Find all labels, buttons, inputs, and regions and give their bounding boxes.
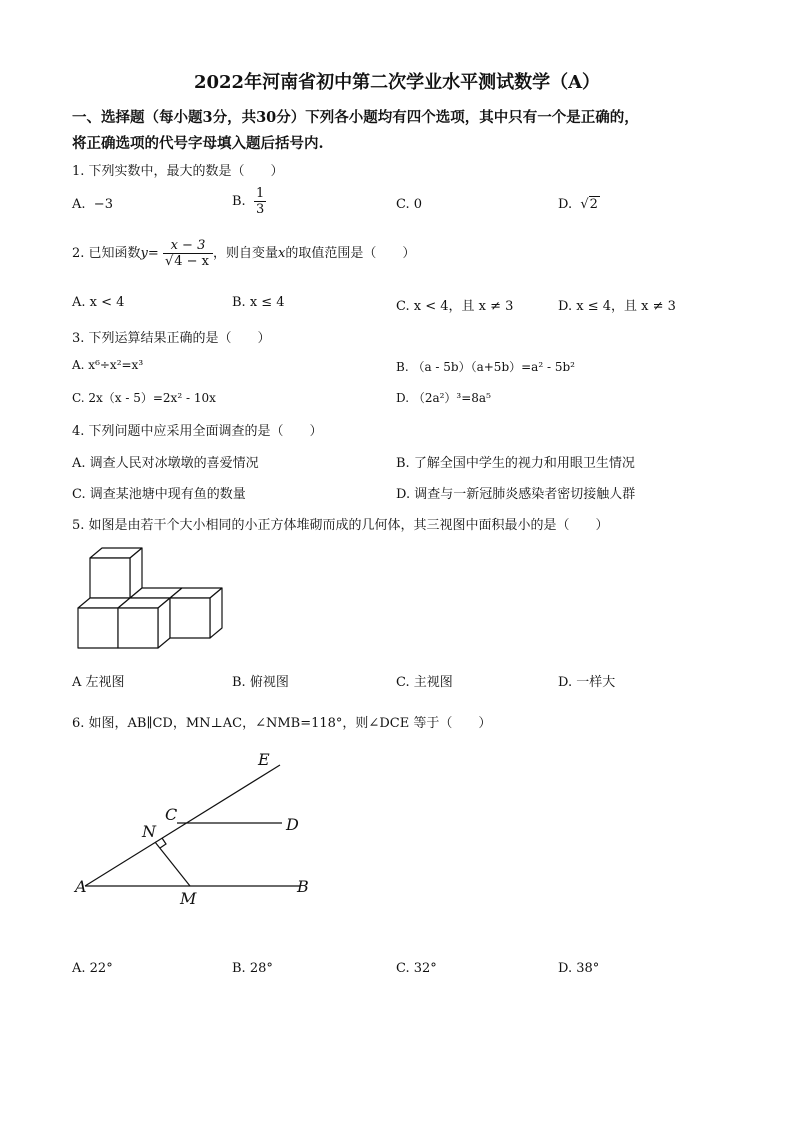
q2-option-b: B. x ≤ 4 [232, 295, 285, 310]
q1-option-c: C. 0 [396, 197, 423, 212]
q4-option-d: D. 调查与一新冠肺炎感染者密切接触人群 [396, 487, 636, 502]
page-title: 2022年河南省初中第二次学业水平测试数学（A） [193, 72, 601, 93]
label-n: N [142, 822, 156, 841]
q6-option-d: D. 38° [558, 961, 600, 976]
q3-option-b: B. （a - 5b）（a+5b）=a² - 5b² [396, 360, 575, 374]
label-b: B [297, 877, 309, 896]
question-6-stem: 6. 如图，AB∥CD，MN⊥AC，∠NMB=118°，则∠DCE 等于（ ） [72, 716, 492, 731]
q1-option-b: B. $\frac{1}{3}$ [232, 186, 265, 217]
q6-option-b: B. 28° [232, 961, 273, 976]
q3-option-a: A. x⁶÷x²=x³ [72, 358, 144, 372]
label-a: A [75, 877, 87, 896]
q6-option-a: A. 22° [72, 961, 113, 976]
question-3-stem: 3. 下列运算结果正确的是（ ） [72, 331, 271, 346]
q3-option-d: D. （2a²）³=8a⁵ [396, 391, 491, 405]
label-c: C [165, 805, 178, 824]
line-nm [155, 842, 190, 886]
q3-option-c: C. 2x（x - 5）=2x² - 10x [72, 391, 216, 405]
label-e: E [258, 750, 270, 769]
question-1-stem: 1. 下列实数中，最大的数是（ ） [72, 164, 284, 179]
q5-option-a: A 左视图 [72, 675, 125, 690]
section-instructions-line1: 一、选择题（每小题3分，共30分）下列各小题均有四个选项，其中只有一个是正确的， [72, 109, 639, 126]
label-d: D [286, 815, 299, 834]
q4-option-b: B. 了解全国中学生的视力和用眼卫生情况 [396, 456, 635, 471]
q2-option-c: C. x < 4，且 x ≠ 3 [396, 299, 514, 314]
q4-option-c: C. 调查某池塘中现有鱼的数量 [72, 487, 246, 502]
question-5-stem: 5. 如图是由若干个大小相同的小正方体堆砌而成的几何体，其三视图中面积最小的是（ ） [72, 518, 609, 533]
cube-stack-figure [70, 540, 230, 655]
sqrt-icon: √ [580, 197, 589, 212]
geometry-figure [70, 745, 330, 915]
q5-option-b: B. 俯视图 [232, 675, 289, 690]
q1-option-a: A. −3 [72, 197, 113, 212]
label-m: M [180, 889, 197, 908]
question-4-stem: 4. 下列问题中应采用全面调查的是（ ） [72, 424, 323, 439]
q5-option-c: C. 主视图 [396, 675, 453, 690]
q6-option-c: C. 32° [396, 961, 437, 976]
question-2-stem: 2. 已知函数y= $\frac{x - 3}{√4 - x}$ ，则自变量x的取值范围是（ ） [72, 238, 416, 269]
q4-option-a: A. 调查人民对冰墩墩的喜爱情况 [72, 456, 259, 471]
q2-option-d: D. x ≤ 4，且 x ≠ 3 [558, 299, 676, 314]
section-instructions-line2: 将正确选项的代号字母填入题后括号内. [72, 135, 324, 152]
q2-option-a: A. x < 4 [72, 295, 125, 310]
q5-option-d: D. 一样大 [558, 675, 616, 690]
fraction: $\frac{1}{3}$ [255, 186, 265, 217]
sqrt-icon: √ [164, 254, 174, 269]
fraction: $\frac{x - 3}{√4 - x}$ [163, 238, 213, 269]
q1-option-d: D. √2 [558, 197, 598, 212]
line-ae [85, 765, 280, 886]
